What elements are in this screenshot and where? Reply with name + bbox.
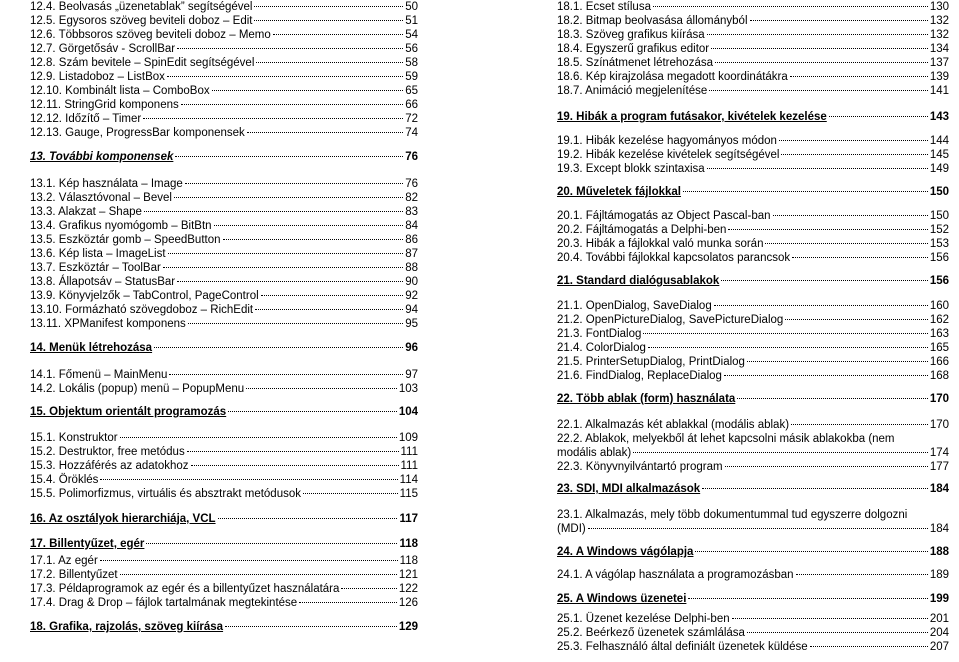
- toc-entry-title: 15.3. Hozzáférés az adatokhoz: [30, 460, 189, 472]
- toc-entry[interactable]: [30, 554, 418, 568]
- toc-entry-title: 13.5. Eszköztár gomb – SpeedButton: [30, 234, 221, 246]
- toc-dot-leader: [218, 518, 398, 519]
- toc-page-number: 94: [405, 304, 418, 316]
- toc-entry[interactable]: [557, 313, 949, 327]
- toc-dot-leader: [707, 168, 928, 169]
- toc-entry-title: 21.4. ColorDialog: [557, 342, 646, 354]
- toc-entry-title: 14. Menük létrehozása: [30, 342, 153, 354]
- toc-entry[interactable]: [557, 446, 949, 460]
- toc-heading-entry[interactable]: [557, 274, 949, 288]
- toc-dot-leader: [120, 574, 397, 575]
- toc-heading-entry[interactable]: [30, 150, 418, 164]
- toc-entry-title: 13.3. Alakzat – Shape: [30, 206, 142, 218]
- toc-dot-leader: [724, 375, 928, 376]
- toc-dot-leader: [120, 437, 397, 438]
- toc-page-number: 156: [929, 252, 949, 264]
- toc-page-number: 130: [929, 1, 949, 13]
- toc-dot-leader: [773, 215, 928, 216]
- toc-entry[interactable]: [557, 70, 949, 84]
- toc-dot-leader: [715, 62, 928, 63]
- toc-dot-leader: [163, 267, 403, 268]
- toc-entry[interactable]: [30, 0, 418, 14]
- toc-entry-title: 21.5. PrinterSetupDialog, PrintDialog: [557, 356, 745, 368]
- toc-entry-title: 13.11. XPManifest komponens: [30, 318, 186, 330]
- toc-entry[interactable]: [557, 612, 949, 626]
- toc-entry[interactable]: [557, 251, 949, 265]
- toc-entry-title: 13. További komponensek: [30, 151, 174, 163]
- toc-entry[interactable]: [557, 14, 949, 28]
- toc-entry-title: 23.1. Alkalmazás, mely több dokumentummal tud egyszerre dolgozni: [557, 509, 908, 521]
- toc-dot-leader: [100, 479, 397, 480]
- toc-dot-leader: [175, 156, 403, 157]
- toc-entry-title: 21.3. FontDialog: [557, 328, 642, 340]
- toc-dot-leader: [796, 574, 928, 575]
- toc-entry-title: 12.13. Gauge, ProgressBar komponensek: [30, 127, 245, 139]
- toc-page-number: 184: [929, 483, 949, 495]
- toc-page-number: 59: [405, 71, 418, 83]
- toc-page-number: 83: [405, 206, 418, 218]
- toc-entry[interactable]: [30, 42, 418, 56]
- toc-dot-leader: [792, 257, 928, 258]
- toc-entry-title: 18.7. Animáció megjelenítése: [557, 85, 708, 97]
- toc-entry-title: 13.1. Kép használata – Image: [30, 178, 183, 190]
- toc-entry-title: 19.2. Hibák kezelése kivételek segítségével: [557, 149, 780, 161]
- toc-page-number: 134: [929, 43, 949, 55]
- toc-page-number: 117: [399, 513, 418, 525]
- toc-dot-leader: [187, 451, 399, 452]
- toc-entry[interactable]: [557, 134, 949, 148]
- toc-entry-title: 22.3. Könyvnyilvántartó program: [557, 461, 723, 473]
- toc-entry-title: 12.6. Többsoros szöveg beviteli doboz – Memo: [30, 29, 271, 41]
- toc-dot-leader: [144, 211, 403, 212]
- toc-page-number: 92: [405, 290, 418, 302]
- toc-page-number: 139: [929, 71, 949, 83]
- toc-entry[interactable]: [30, 98, 418, 112]
- toc-entry-title: 15.5. Polimorfizmus, virtuális és absztrakt metódusok: [30, 488, 301, 500]
- toc-entry-title: 13.8. Állapotsáv – StatusBar: [30, 276, 176, 288]
- toc-page-number: 137: [929, 57, 949, 69]
- toc-page-number: 58: [405, 57, 418, 69]
- toc-dot-leader: [261, 295, 404, 296]
- toc-entry[interactable]: [557, 460, 949, 474]
- toc-page-number: 118: [399, 555, 418, 567]
- toc-entry-title: 23. SDI, MDI alkalmazások: [557, 483, 701, 495]
- toc-entry[interactable]: [30, 177, 418, 191]
- toc-dot-leader: [728, 229, 927, 230]
- toc-entry-title: 17.4. Drag & Drop – fájlok tartalmának megtekintése: [30, 597, 298, 609]
- toc-entry-title: 24. A Windows vágólapja: [557, 546, 694, 558]
- toc-entry[interactable]: [30, 219, 418, 233]
- toc-entry[interactable]: [557, 148, 949, 162]
- toc-entry-title: 19. Hibák a program futásakor, kivételek kezelése: [557, 111, 827, 123]
- toc-page-number: 82: [405, 192, 418, 204]
- toc-entry-title: 13.9. Könyvjelzők – TabControl, PageControl: [30, 290, 259, 302]
- toc-page-number: 118: [399, 538, 418, 550]
- toc-entry-title: 18.6. Kép kirajzolása megadott koordinátákra: [557, 71, 788, 83]
- toc-dot-leader: [750, 20, 928, 21]
- toc-page-number: 54: [405, 29, 418, 41]
- toc-entry[interactable]: [30, 261, 418, 275]
- toc-entry-title: 18.3. Szöveg grafikus kiírása: [557, 29, 705, 41]
- toc-page-number: 189: [929, 569, 949, 581]
- toc-entry[interactable]: [30, 445, 418, 459]
- toc-dot-leader: [273, 34, 403, 35]
- toc-entry[interactable]: [557, 369, 949, 383]
- toc-page-number: 150: [929, 210, 949, 222]
- toc-dot-leader: [737, 398, 928, 399]
- toc-heading-entry[interactable]: [557, 392, 949, 406]
- toc-dot-leader: [146, 543, 397, 544]
- toc-page-number: 184: [929, 523, 949, 535]
- toc-entry-title: 18. Grafika, rajzolás, szöveg kiírása: [30, 621, 224, 633]
- toc-entry-title: 18.1. Ecset stílusa: [557, 1, 651, 13]
- toc-entry[interactable]: [30, 368, 418, 382]
- toc-dot-leader: [177, 281, 403, 282]
- toc-page-number: 56: [405, 43, 418, 55]
- toc-page-number: 87: [405, 248, 418, 260]
- toc-dot-leader: [212, 90, 404, 91]
- toc-entry-title: 12.12. Időzítő – Timer: [30, 113, 142, 125]
- toc-entry-title: 22.1. Alkalmazás két ablakkal (modális ablak): [557, 419, 790, 431]
- toc-page-number: 129: [398, 621, 418, 633]
- toc-entry-title: 22. Több ablak (form) használata: [557, 393, 736, 405]
- toc-page-number: 132: [929, 29, 949, 41]
- toc-entry-title: 15. Objektum orientált programozás: [30, 406, 227, 418]
- toc-dot-leader: [721, 280, 927, 281]
- toc-entry-title: 14.1. Főmenü – MainMenu: [30, 369, 168, 381]
- toc-page-number: 111: [400, 460, 418, 472]
- toc-page-number: 170: [929, 393, 949, 405]
- toc-page-number: 121: [398, 569, 418, 581]
- toc-entry-title: 15.2. Destruktor, free metódus: [30, 446, 185, 458]
- toc-page-number: 66: [405, 99, 418, 111]
- toc-entry-title: 17. Billentyűzet, egér: [30, 538, 145, 550]
- toc-entry-title: 12.7. Görgetősáv - ScrollBar: [30, 43, 176, 55]
- toc-dot-leader: [709, 90, 928, 91]
- toc-page-number: 156: [929, 275, 949, 287]
- toc-dot-leader: [341, 588, 396, 589]
- toc-dot-leader: [653, 6, 928, 7]
- toc-entry[interactable]: [557, 327, 949, 341]
- toc-entry-title: 13.6. Kép lista – ImageList: [30, 248, 166, 260]
- toc-page-number: 168: [929, 370, 949, 382]
- toc-entry[interactable]: [557, 28, 949, 42]
- toc-dot-leader: [810, 646, 928, 647]
- toc-page-number: 114: [399, 474, 418, 486]
- toc-dot-leader: [247, 132, 403, 133]
- toc-entry[interactable]: [557, 84, 949, 98]
- toc-dot-leader: [688, 598, 927, 599]
- toc-entry[interactable]: [30, 582, 418, 596]
- toc-page-number: 177: [929, 461, 949, 473]
- toc-page-number: 97: [405, 369, 418, 381]
- toc-entry[interactable]: [557, 508, 949, 522]
- toc-entry-title: 14.2. Lokális (popup) menü – PopupMenu: [30, 383, 245, 395]
- toc-entry[interactable]: [30, 289, 418, 303]
- toc-dot-leader: [169, 374, 403, 375]
- toc-entry-title: 20.1. Fájltámogatás az Object Pascal-ban: [557, 210, 771, 222]
- toc-dot-leader: [191, 465, 399, 466]
- toc-entry[interactable]: [30, 28, 418, 42]
- toc-heading-entry[interactable]: [557, 592, 949, 606]
- toc-entry[interactable]: [30, 596, 418, 610]
- toc-heading-entry[interactable]: [30, 620, 418, 634]
- toc-dot-leader: [588, 528, 928, 529]
- toc-entry-title: 18.4. Egyszerű grafikus editor: [557, 43, 710, 55]
- toc-entry-title: 17.1. Az egér: [30, 555, 98, 567]
- toc-entry[interactable]: [30, 473, 418, 487]
- toc-entry[interactable]: [30, 487, 418, 501]
- toc-dot-leader: [765, 243, 927, 244]
- toc-dot-leader: [725, 466, 928, 467]
- toc-heading-entry[interactable]: [30, 341, 418, 355]
- toc-page-number: 111: [400, 446, 418, 458]
- toc-entry[interactable]: [557, 640, 949, 654]
- toc-page-number: 126: [398, 597, 418, 609]
- toc-entry-title: 16. Az osztályok hierarchiája, VCL: [30, 513, 216, 525]
- toc-page-number: 76: [405, 151, 418, 163]
- toc-entry-title: (MDI): [557, 523, 586, 535]
- toc-entry-title: 12.10. Kombinált lista – ComboBox: [30, 85, 210, 97]
- toc-entry[interactable]: [557, 432, 949, 446]
- toc-page-number: 86: [405, 234, 418, 246]
- toc-heading-entry[interactable]: [557, 545, 949, 559]
- toc-page-number: 132: [929, 15, 949, 27]
- toc-entry[interactable]: [557, 162, 949, 176]
- toc-entry-title: 12.9. Listadoboz – ListBox: [30, 71, 165, 83]
- toc-page-number: 201: [929, 613, 949, 625]
- toc-entry[interactable]: [30, 233, 418, 247]
- toc-entry[interactable]: [30, 191, 418, 205]
- toc-page-number: 152: [929, 224, 949, 236]
- toc-dot-leader: [228, 411, 397, 412]
- toc-dot-leader: [168, 253, 404, 254]
- toc-entry[interactable]: [557, 299, 949, 313]
- toc-entry-title: 18.2. Bitmap beolvasása állományból: [557, 15, 748, 27]
- toc-dot-leader: [181, 104, 403, 105]
- toc-entry-title: 21.6. FindDialog, ReplaceDialog: [557, 370, 722, 382]
- toc-entry-title: 17.2. Billentyűzet: [30, 569, 118, 581]
- toc-page-number: 143: [929, 111, 949, 123]
- toc-entry-title: 19.1. Hibák kezelése hagyományos módon: [557, 135, 777, 147]
- toc-entry[interactable]: [30, 303, 418, 317]
- toc-dot-leader: [223, 239, 404, 240]
- toc-dot-leader: [167, 76, 403, 77]
- toc-dot-leader: [246, 388, 397, 389]
- toc-entry[interactable]: [557, 0, 949, 14]
- toc-page-number: 51: [405, 15, 418, 27]
- toc-entry-title: 17.3. Példaprogramok az egér és a billentyűzet használatára: [30, 583, 340, 595]
- toc-entry-title: 13.10. Formázható szövegdoboz – RichEdit: [30, 304, 254, 316]
- toc-entry[interactable]: [30, 317, 418, 331]
- toc-entry[interactable]: [30, 56, 418, 70]
- toc-entry-title: 25. A Windows üzenetei: [557, 593, 687, 605]
- toc-entry-title: 24.1. A vágólap használata a programozásban: [557, 569, 794, 581]
- toc-entry[interactable]: [557, 56, 949, 70]
- toc-dot-leader: [790, 76, 928, 77]
- toc-dot-leader: [188, 323, 403, 324]
- toc-dot-leader: [747, 632, 928, 633]
- toc-entry-title: 25.1. Üzenet kezelése Delphi-ben: [557, 613, 730, 625]
- toc-entry-title: modális ablak): [557, 447, 632, 459]
- toc-dot-leader: [683, 191, 928, 192]
- toc-entry[interactable]: [30, 431, 418, 445]
- toc-page-number: 103: [398, 383, 418, 395]
- toc-dot-leader: [791, 424, 928, 425]
- toc-entry-title: 20.3. Hibák a fájlokkal való munka során: [557, 238, 764, 250]
- toc-page-number: 204: [929, 627, 949, 639]
- toc-entry-title: 20.4. További fájlokkal kapcsolatos parancsok: [557, 252, 791, 264]
- toc-entry[interactable]: [557, 223, 949, 237]
- toc-entry[interactable]: [557, 522, 949, 536]
- toc-entry[interactable]: [557, 209, 949, 223]
- toc-entry[interactable]: [30, 247, 418, 261]
- toc-heading-entry[interactable]: [30, 537, 418, 551]
- toc-page-number: 188: [929, 546, 949, 558]
- toc-entry[interactable]: [557, 42, 949, 56]
- toc-entry[interactable]: [30, 568, 418, 582]
- toc-entry-title: 25.3. Felhasználó által definiált üzenetek küldése: [557, 641, 808, 653]
- toc-dot-leader: [254, 20, 403, 21]
- toc-heading-entry[interactable]: [30, 512, 418, 526]
- toc-dot-leader: [174, 197, 403, 198]
- toc-page-number: 144: [929, 135, 949, 147]
- toc-dot-leader: [255, 309, 403, 310]
- toc-dot-leader: [707, 34, 928, 35]
- toc-entry[interactable]: [30, 112, 418, 126]
- toc-page-number: 149: [929, 163, 949, 175]
- toc-heading-entry[interactable]: [557, 482, 949, 496]
- toc-entry-title: 19.3. Except blokk szintaxisa: [557, 163, 705, 175]
- toc-page-number: 207: [929, 641, 949, 653]
- toc-entry[interactable]: [30, 14, 418, 28]
- toc-entry-title: 20.2. Fájltámogatás a Delphi-ben: [557, 224, 727, 236]
- toc-dot-leader: [781, 154, 927, 155]
- toc-page-number: 162: [929, 314, 949, 326]
- toc-dot-leader: [143, 118, 403, 119]
- toc-entry[interactable]: [557, 626, 949, 640]
- toc-page-number: 145: [929, 149, 949, 161]
- toc-page-number: 88: [405, 262, 418, 274]
- toc-dot-leader: [214, 225, 404, 226]
- toc-dot-leader: [702, 488, 928, 489]
- toc-page-number: 153: [929, 238, 949, 250]
- toc-entry[interactable]: [557, 237, 949, 251]
- toc-dot-leader: [785, 319, 928, 320]
- toc-page-number: 115: [399, 488, 418, 500]
- toc-heading-entry[interactable]: [557, 110, 949, 124]
- toc-page-number: 95: [405, 318, 418, 330]
- toc-entry[interactable]: [557, 568, 949, 582]
- toc-entry-title: 21.1. OpenDialog, SaveDialog: [557, 300, 712, 312]
- toc-entry-title: 12.11. StringGrid komponens: [30, 99, 179, 111]
- toc-dot-leader: [829, 116, 928, 117]
- toc-entry[interactable]: [557, 341, 949, 355]
- toc-page-number: 199: [929, 593, 949, 605]
- toc-entry-title: 15.4. Öröklés: [30, 474, 99, 486]
- toc-page-number: 166: [929, 356, 949, 368]
- toc-page-number: 84: [405, 220, 418, 232]
- toc-entry-title: 18.5. Színátmenet létrehozása: [557, 57, 713, 69]
- toc-page-number: 65: [405, 85, 418, 97]
- toc-entry-title: 21. Standard dialógusablakok: [557, 275, 720, 287]
- toc-page-number: 160: [929, 300, 949, 312]
- toc-dot-leader: [732, 618, 928, 619]
- toc-dot-leader: [254, 6, 403, 7]
- toc-page-number: 122: [398, 583, 418, 595]
- toc-entry[interactable]: [30, 205, 418, 219]
- toc-dot-leader: [303, 493, 398, 494]
- toc-page-number: 150: [929, 186, 949, 198]
- toc-entry[interactable]: [557, 355, 949, 369]
- toc-page-number: 163: [929, 328, 949, 340]
- toc-page-number: 74: [405, 127, 418, 139]
- toc-dot-leader: [154, 347, 403, 348]
- toc-dot-leader: [100, 560, 398, 561]
- toc-page-number: 165: [929, 342, 949, 354]
- toc-entry[interactable]: [30, 459, 418, 473]
- toc-page-number: 141: [929, 85, 949, 97]
- toc-dot-leader: [256, 62, 403, 63]
- toc-page-number: 50: [405, 1, 418, 13]
- toc-dot-leader: [747, 361, 928, 362]
- toc-page-number: 96: [405, 342, 418, 354]
- toc-entry[interactable]: [30, 382, 418, 396]
- toc-entry-title: 22.2. Ablakok, melyekből át lehet kapcsolni másik ablakokba (nem: [557, 433, 895, 445]
- toc-entry-title: 13.4. Grafikus nyomógomb – BitBtn: [30, 220, 212, 232]
- toc-dot-leader: [633, 452, 928, 453]
- toc-entry-title: 13.7. Eszköztár – ToolBar: [30, 262, 161, 274]
- toc-entry-title: 12.5. Egysoros szöveg beviteli doboz – Edit: [30, 15, 253, 27]
- toc-dot-leader: [185, 183, 403, 184]
- toc-page-number: 104: [398, 406, 418, 418]
- toc-page-number: 170: [929, 419, 949, 431]
- toc-dot-leader: [299, 602, 397, 603]
- toc-entry-title: 13.2. Választóvonal – Bevel: [30, 192, 172, 204]
- toc-page-number: 90: [405, 276, 418, 288]
- toc-entry-title: 15.1. Konstruktor: [30, 432, 118, 444]
- toc-page-number: 174: [929, 447, 949, 459]
- toc-heading-entry[interactable]: [30, 405, 418, 419]
- toc-entry-title: 12.4. Beolvasás „üzenetablak” segítségével: [30, 1, 253, 13]
- toc-dot-leader: [648, 347, 928, 348]
- toc-page-number: 72: [405, 113, 418, 125]
- toc-entry-title: 20. Műveletek fájlokkal: [557, 186, 682, 198]
- toc-entry[interactable]: [30, 70, 418, 84]
- toc-dot-leader: [225, 626, 397, 627]
- toc-entry-title: 25.2. Beérkező üzenetek számlálása: [557, 627, 745, 639]
- toc-entry[interactable]: [30, 126, 418, 140]
- toc-dot-leader: [779, 140, 928, 141]
- toc-entry[interactable]: [30, 275, 418, 289]
- toc-entry[interactable]: [30, 84, 418, 98]
- toc-heading-entry[interactable]: [557, 185, 949, 199]
- toc-entry[interactable]: [557, 418, 949, 432]
- toc-dot-leader: [711, 48, 928, 49]
- toc-entry-title: 21.2. OpenPictureDialog, SavePictureDialog: [557, 314, 784, 326]
- toc-page-number: 76: [405, 178, 418, 190]
- toc-dot-leader: [177, 48, 403, 49]
- toc-dot-leader: [714, 305, 928, 306]
- toc-entry-title: 12.8. Szám bevitele – SpinEdit segítségével: [30, 57, 255, 69]
- toc-page-number: 109: [398, 432, 418, 444]
- toc-dot-leader: [695, 551, 927, 552]
- toc-dot-leader: [643, 333, 927, 334]
